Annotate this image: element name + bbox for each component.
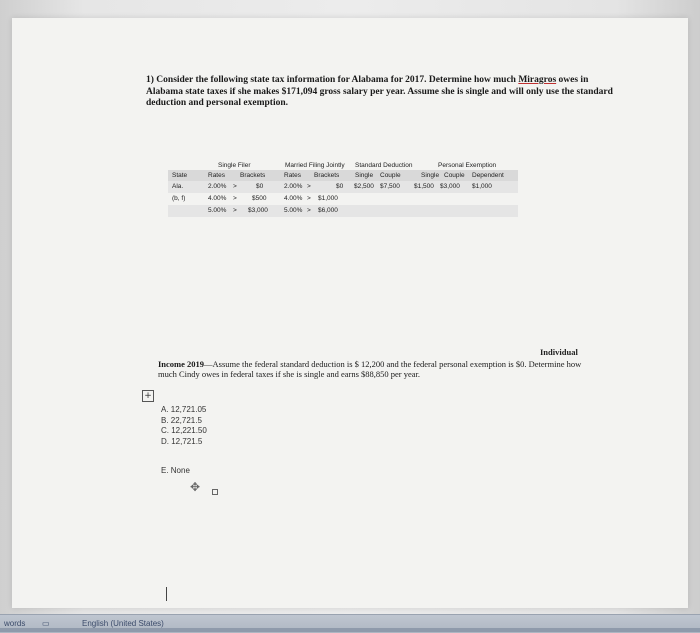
table-cell: 2.00% (208, 183, 227, 190)
table-cell: > (233, 183, 237, 190)
table-cell: $3,000 (440, 183, 460, 190)
table-cell: 4.00% (208, 195, 227, 202)
table-cell: $1,500 (414, 183, 434, 190)
proofing-icon[interactable]: ▭ (42, 619, 50, 628)
option-d[interactable]: D. 12,721.5 (161, 436, 203, 446)
header-single-filer: Single Filer (218, 162, 251, 169)
move-cursor-icon: ✥ (190, 480, 201, 494)
option-e[interactable]: E. None (161, 466, 190, 475)
plus-box-icon[interactable]: + (142, 390, 154, 402)
status-divider (0, 628, 700, 632)
table-group-header (168, 160, 497, 170)
status-words[interactable]: words (4, 619, 26, 628)
question-2 (158, 359, 588, 379)
question-2-text: —Assume the federal standard deduction is $ 12,200 and the federal personal exemption is $0. Determine how much Cindy owes in federal taxes if she is single and earns $88,850 per year. (158, 359, 582, 379)
table-cell: $500 (252, 195, 267, 202)
question-1 (146, 75, 616, 110)
square-handle-icon (212, 489, 218, 495)
table-cell: $1,000 (318, 195, 338, 202)
table-cell: > (307, 207, 311, 214)
table-cell: $0 (256, 183, 264, 190)
table-cell: $1,000 (472, 183, 492, 190)
question-1-text-after: owes in Alabama state taxes if she makes $171,094 gross salary per year. Assume she is single and will only use the standard deduction and personal exemption. (146, 75, 613, 108)
question-1-number: 1) (146, 75, 154, 85)
header-personal-exemption: Personal Exemption (438, 162, 497, 169)
answer-options (161, 405, 207, 447)
col-single-brackets: Brackets (240, 172, 266, 179)
option-a[interactable]: A. 12,721.05 (161, 405, 207, 414)
status-language[interactable]: English (United States) (82, 619, 164, 628)
col-married-brackets: Brackets (314, 172, 340, 179)
table-cell: > (233, 207, 237, 214)
table-column-header (168, 170, 518, 181)
table-cell: $7,500 (380, 183, 400, 190)
question-1-text-before: Consider the following state tax information for Alabama for 2017. Determine how much (156, 75, 519, 85)
tax-table (168, 160, 504, 217)
section-label: Individual (540, 347, 578, 357)
table-cell: (b, f) (172, 195, 186, 202)
question-1-name: Miragros (518, 75, 557, 85)
table-row (168, 205, 518, 217)
table-cell: $0 (336, 183, 344, 190)
text-caret (166, 587, 167, 601)
table-cell: Ala. (172, 183, 184, 190)
table-cell: 5.00% (208, 207, 227, 214)
table-cell: 2.00% (284, 183, 303, 190)
header-married-filing-jointly: Married Filing Jointly (285, 162, 345, 169)
col-married-rates: Rates (284, 172, 301, 179)
question-2-lead: Income 2019 (158, 359, 205, 369)
col-exemption-single: Single (421, 172, 440, 179)
col-exemption-couple: Couple (444, 172, 465, 179)
table-cell: 4.00% (284, 195, 303, 202)
table-cell: > (233, 195, 237, 202)
table-cell: $2,500 (354, 183, 374, 190)
col-exemption-dependent: Dependent (472, 172, 504, 179)
option-c[interactable]: C. 12,221.50 (161, 426, 207, 435)
table-cell: > (307, 195, 311, 202)
table-cell: 5.00% (284, 207, 303, 214)
option-b[interactable]: B. 22,721.5 (161, 415, 202, 425)
table-row (168, 181, 518, 193)
col-state: State (172, 172, 188, 179)
table-cell: > (307, 183, 311, 190)
table-cell: $3,000 (248, 207, 268, 214)
col-deduction-couple: Couple (380, 172, 401, 179)
col-deduction-single: Single (355, 172, 374, 179)
header-standard-deduction: Standard Deduction (355, 162, 413, 169)
table-row (168, 193, 518, 205)
col-single-rates: Rates (208, 172, 225, 179)
table-cell: $6,000 (318, 207, 338, 214)
